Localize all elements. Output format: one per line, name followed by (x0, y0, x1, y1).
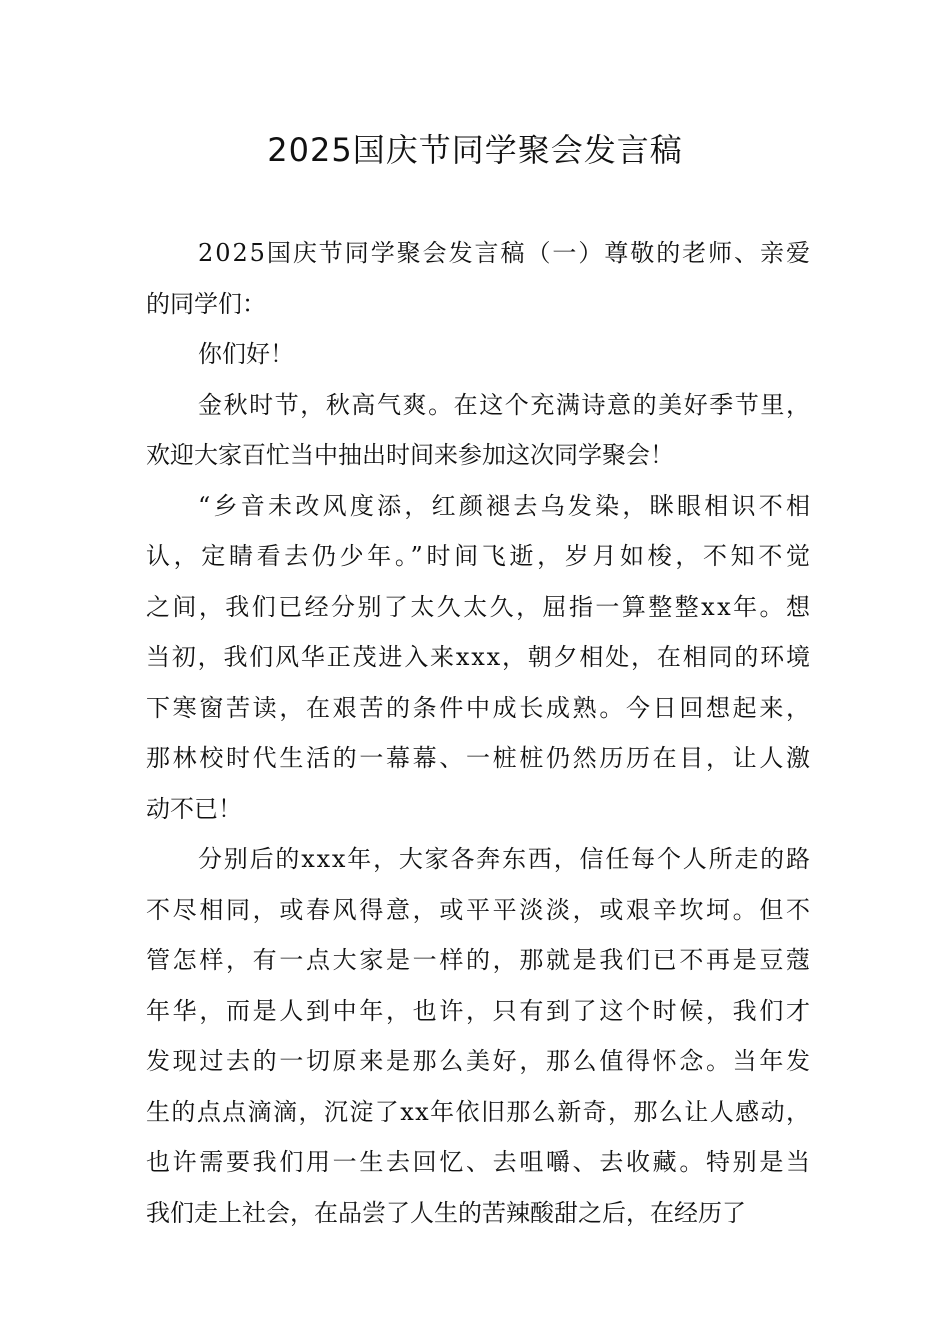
text-line: 2025国庆节同学聚会发言稿（一）尊敬的老师、亲爱 (198, 239, 812, 267)
document-title: 2025国庆节同学聚会发言稿 (267, 131, 683, 169)
text-line: 的同学们： (146, 289, 266, 318)
text-line: 也许需要我们用一生去回忆、去咀嚼、去收藏。特别是当 (146, 1148, 813, 1176)
text-line: 年华，而是人到中年，也许，只有到了这个时候，我们才 (146, 996, 813, 1025)
text-line: 发现过去的一切原来是那么美好，那么值得怀念。当年发 (146, 1047, 813, 1075)
text-line: 管怎样，有一点大家是一样的，那就是我们已不再是豆蔻 (146, 946, 813, 974)
text-line: 不尽相同，或春风得意，或平平淡淡，或艰辛坎坷。但不 (146, 895, 813, 924)
text-line: 那林校时代生活的一幕幕、一桩桩仍然历历在目，让人激 (146, 744, 813, 772)
text-line: 欢迎大家百忙当中抽出时间来参加这次同学聚会！ (146, 441, 674, 469)
text-line: 当初，我们风华正茂进入来xxx，朝夕相处，在相同的环境 (146, 643, 812, 671)
text-line: “乡音未改风度添，红颜褪去乌发染，眯眼相识不相 (198, 491, 814, 520)
text-line: 金秋时节，秋高气爽。在这个充满诗意的美好季节里， (198, 390, 812, 419)
document-body (146, 228, 814, 1238)
text-line: 下寒窗苦读，在艰苦的条件中成长成熟。今日回想起来， (146, 693, 813, 722)
text-line: 认，定睛看去仍少年。”时间飞逝，岁月如梭，不知不觉 (146, 542, 814, 570)
text-line: 动不已！ (146, 794, 242, 823)
text-line: 之间，我们已经分别了太久太久，屈指一算整整xx年。想 (146, 592, 813, 621)
text-line: 生的点点滴滴，沉淀了xx年依旧那么新奇，那么让人感动， (146, 1097, 812, 1126)
text-line: 你们好！ (198, 340, 294, 368)
text-line: 我们走上社会，在品尝了人生的苦辣酸甜之后，在经历了 (146, 1198, 746, 1227)
text-line: 分别后的xxx年，大家各奔东西，信任每个人所走的路 (198, 845, 812, 873)
